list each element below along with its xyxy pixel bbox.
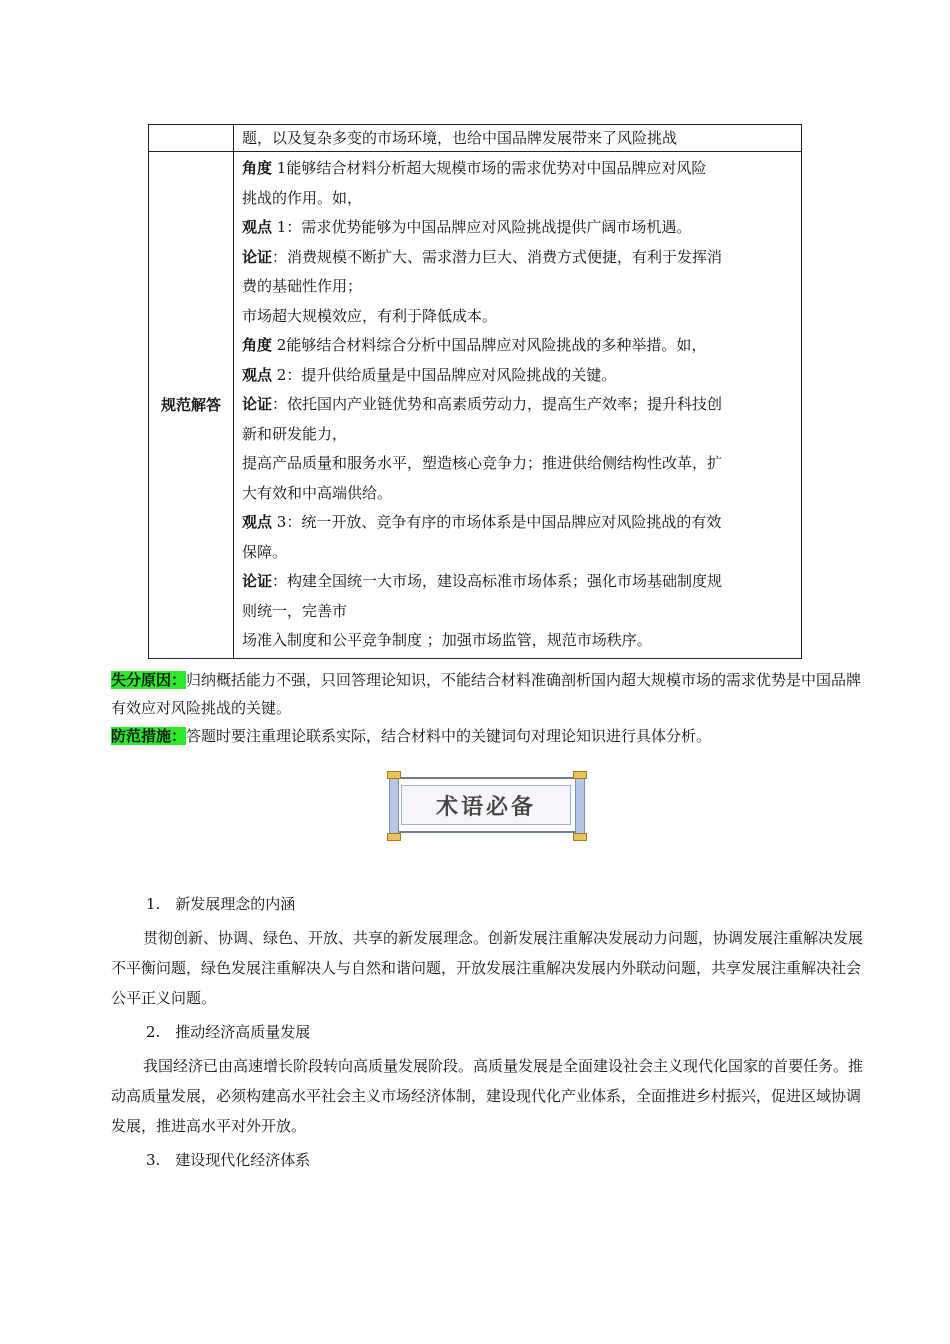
terms-section bbox=[111, 889, 863, 1179]
loss-reason bbox=[111, 666, 863, 722]
banner-cap bbox=[387, 833, 401, 841]
term-heading: 1. 新发展理念的内涵 bbox=[146, 895, 296, 913]
answer-line: 大有效和中高端供给。 bbox=[242, 483, 393, 502]
answer-line: 论证：构建全国统一大市场，建设高标准市场体系；强化市场基础制度规 bbox=[242, 572, 723, 590]
answer-line: 论证：消费规模不断扩大、需求潜力巨大、消费方式便捷，有利于发挥消 bbox=[242, 247, 723, 266]
loss-reason-tag: 失分原因： bbox=[111, 671, 187, 689]
term-heading: 3. 建设现代化经济体系 bbox=[146, 1151, 311, 1169]
prevention-text: 答题时要注重理论联系实际，结合材料中的关键词句对理论知识进行具体分析。 bbox=[186, 727, 712, 745]
prevention bbox=[111, 722, 863, 750]
banner-post-left bbox=[389, 773, 399, 839]
answer-line: 观点 3：统一开放、竞争有序的市场体系是中国品牌应对风险挑战的有效 bbox=[242, 513, 722, 531]
prevention-tag: 防范措施： bbox=[111, 727, 187, 745]
answer-line: 观点 1：需求优势能够为中国品牌应对风险挑战提供广阔市场机遇。 bbox=[242, 218, 692, 236]
answer-line: 保障。 bbox=[242, 542, 288, 561]
answer-label: 规范解答 bbox=[149, 152, 234, 659]
answer-line: 费的基础性作用； bbox=[242, 277, 363, 295]
banner-cap bbox=[573, 771, 587, 779]
answer-line: 新和研发能力， bbox=[242, 424, 348, 443]
answer-line: 论证：依托国内产业链优势和高素质劳动力，提高生产效率；提升科技创 bbox=[242, 395, 723, 413]
answer-line: 场准入制度和公平竞争制度 ；加强市场监管，规范市场秩序。 bbox=[242, 631, 652, 649]
answer-line: 角度 2能够结合材料综合分析中国品牌应对风险挑战的多种举措。如， bbox=[242, 336, 707, 354]
term-body: 贯彻创新、协调、绿色、开放、共享的新发展理念。创新发展注重解决发展动力问题，协调发展注重解决发展不平衡问题，绿色发展注重解决人与自然和谐问题，开放发展注重解决发展内外联动问题，共享发展注重解决社会公平正义问题。 bbox=[111, 929, 864, 1007]
answer-line: 市场超大规模效应，有利于降低成本。 bbox=[242, 306, 498, 325]
banner-title: 术语必备 bbox=[401, 785, 571, 825]
table-row bbox=[149, 125, 802, 152]
banner-cap bbox=[573, 833, 587, 841]
answer-line: 挑战的作用。如， bbox=[242, 188, 363, 207]
row1-content: 题，以及复杂多变的市场环境，也给中国品牌发展带来了风险挑战 bbox=[234, 125, 802, 152]
answer-line: 观点 2：提升供给质量是中国品牌应对风险挑战的关键。 bbox=[242, 365, 617, 384]
banner-frame bbox=[393, 777, 579, 833]
answer-table bbox=[148, 124, 802, 659]
answer-line: 提高产品质量和服务水平，塑造核心竞争力；推进供给侧结构性改革，扩 bbox=[242, 454, 723, 472]
banner-cap bbox=[387, 771, 401, 779]
notes-section bbox=[111, 666, 863, 750]
answer-line: 角度 1能够结合材料分析超大规模市场的需求优势对中国品牌应对风险 bbox=[242, 159, 707, 177]
table-row bbox=[149, 152, 802, 659]
answer-line: 则统一，完善市 bbox=[242, 601, 348, 620]
answer-content bbox=[234, 152, 802, 659]
term-body: 我国经济已由高速增长阶段转向高质量发展阶段。高质量发展是全面建设社会主义现代化国家的首要任务。推动高质量发展，必须构建高水平社会主义市场经济体制，建设现代化产业体系，全面推进乡村振兴，促进区域协调发展，推进高水平对外开放。 bbox=[111, 1057, 864, 1135]
empty-label-cell bbox=[149, 125, 234, 152]
loss-reason-text: 归纳概括能力不强，只回答理论知识，不能结合材料准确剖析国内超大规模市场的需求优势是中国品牌有效应对风险挑战的关键。 bbox=[111, 671, 862, 717]
section-banner bbox=[389, 773, 585, 839]
term-heading: 2. 推动经济高质量发展 bbox=[146, 1023, 311, 1041]
banner-post-right bbox=[575, 773, 585, 839]
